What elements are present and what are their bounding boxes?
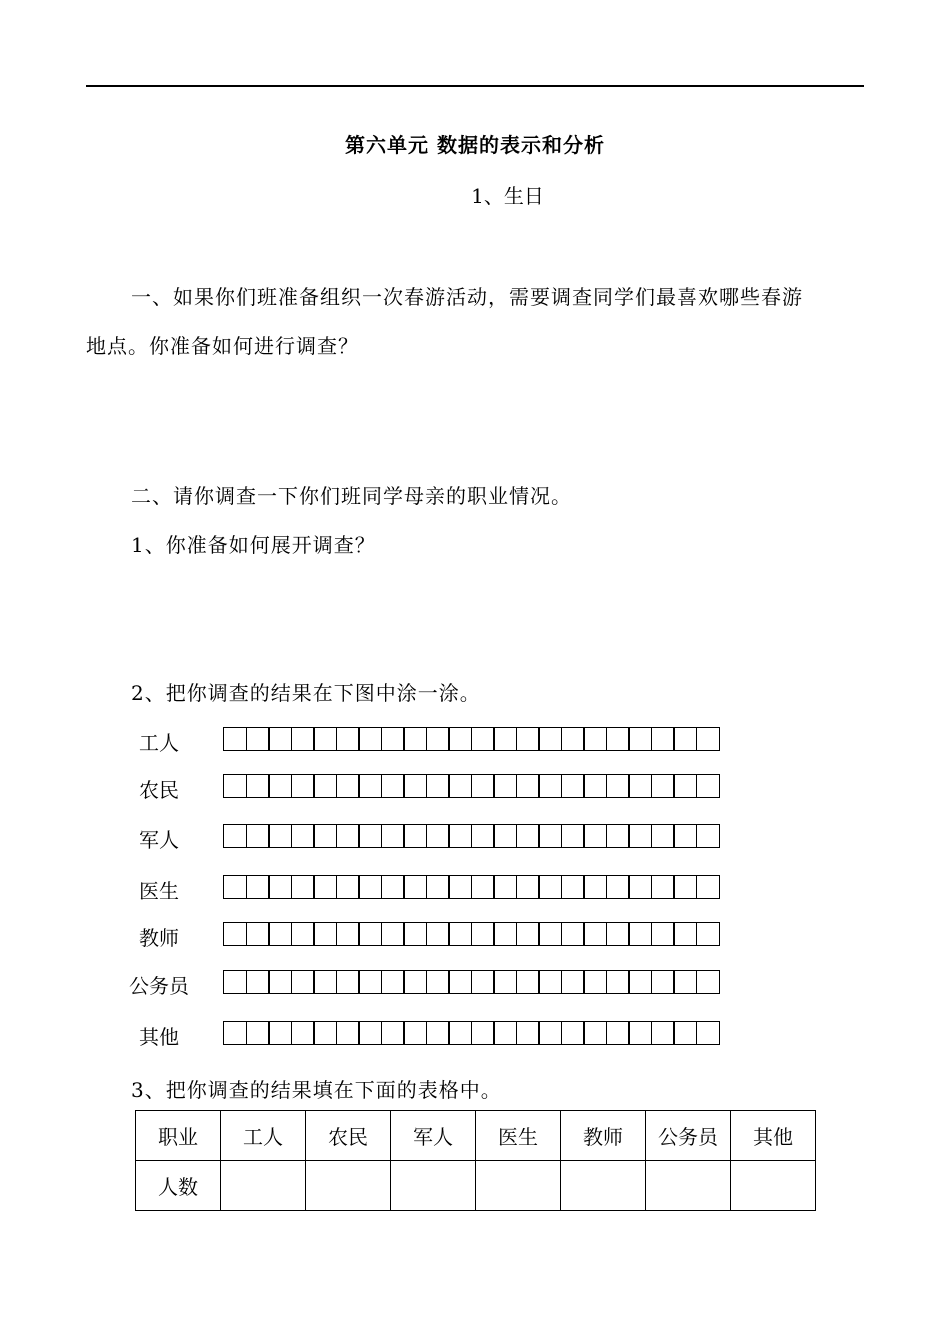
question-2-part-1: 1、你准备如何展开调查？: [131, 533, 376, 557]
question-1-line-2: 地点。你准备如何进行调查？: [86, 334, 359, 358]
grid-cell[interactable]: [268, 875, 292, 899]
grid-cell[interactable]: [223, 727, 247, 751]
top-rule: [86, 85, 864, 87]
grid-cell[interactable]: [358, 774, 382, 798]
grid-cell[interactable]: [516, 1021, 540, 1045]
table-header-cell: 军人: [391, 1111, 476, 1161]
grid-row-label: 农民: [139, 778, 179, 802]
grid-cell[interactable]: [583, 875, 607, 899]
grid-cell[interactable]: [493, 727, 517, 751]
grid-cell[interactable]: [268, 824, 292, 848]
grid-cell[interactable]: [313, 970, 337, 994]
grid-cell[interactable]: [381, 970, 405, 994]
grid-row-label: 军人: [139, 828, 179, 852]
grid-cell[interactable]: [381, 824, 405, 848]
grid-cell[interactable]: [493, 875, 517, 899]
grid-cell[interactable]: [628, 727, 652, 751]
grid-cell[interactable]: [538, 824, 562, 848]
grid-cell[interactable]: [313, 824, 337, 848]
grid-cell[interactable]: [471, 774, 495, 798]
grid-row: [0, 822, 950, 850]
grid-cell[interactable]: [223, 824, 247, 848]
grid-cells: [223, 727, 718, 749]
grid-cell[interactable]: [336, 774, 360, 798]
grid-cell[interactable]: [291, 727, 315, 751]
grid-cell[interactable]: [628, 774, 652, 798]
grid-cell[interactable]: [696, 1021, 720, 1045]
table-count-row: [136, 1161, 816, 1211]
result-table: [135, 1110, 816, 1211]
grid-cell[interactable]: [538, 1021, 562, 1045]
grid-cell[interactable]: [223, 922, 247, 946]
grid-cell[interactable]: [426, 922, 450, 946]
grid-cell[interactable]: [448, 922, 472, 946]
grid-cell[interactable]: [223, 1021, 247, 1045]
grid-cell[interactable]: [606, 774, 630, 798]
grid-cell[interactable]: [313, 922, 337, 946]
grid-cell[interactable]: [358, 875, 382, 899]
table-header-label: 职业: [136, 1111, 221, 1161]
grid-cell[interactable]: [471, 922, 495, 946]
grid-cell[interactable]: [651, 922, 675, 946]
grid-cell[interactable]: [471, 970, 495, 994]
grid-cell[interactable]: [606, 922, 630, 946]
grid-row-label: 公务员: [129, 974, 189, 998]
grid-cell[interactable]: [223, 970, 247, 994]
grid-cell[interactable]: [403, 970, 427, 994]
grid-cell[interactable]: [583, 1021, 607, 1045]
grid-cell[interactable]: [336, 727, 360, 751]
grid-cell[interactable]: [606, 1021, 630, 1045]
table-header-row: [136, 1111, 816, 1161]
grid-cells: [223, 1021, 718, 1043]
grid-cell[interactable]: [426, 824, 450, 848]
grid-cell[interactable]: [471, 824, 495, 848]
grid-cell[interactable]: [696, 970, 720, 994]
question-2-part-3: 3、把你调查的结果填在下面的表格中。: [131, 1078, 502, 1102]
grid-cell[interactable]: [426, 774, 450, 798]
grid-cell[interactable]: [471, 727, 495, 751]
grid-cell[interactable]: [516, 774, 540, 798]
table-header-cell: 公务员: [646, 1111, 731, 1161]
grid-cell[interactable]: [516, 970, 540, 994]
grid-cells: [223, 824, 718, 846]
grid-row: [0, 968, 950, 996]
table-count-cell[interactable]: [561, 1161, 646, 1211]
grid-cell[interactable]: [291, 875, 315, 899]
table-count-cell[interactable]: [476, 1161, 561, 1211]
grid-cell[interactable]: [381, 922, 405, 946]
grid-cell[interactable]: [246, 1021, 270, 1045]
grid-cell[interactable]: [651, 774, 675, 798]
grid-cell[interactable]: [673, 774, 697, 798]
grid-cell[interactable]: [336, 1021, 360, 1045]
grid-cell[interactable]: [696, 774, 720, 798]
grid-cell[interactable]: [313, 875, 337, 899]
grid-row-label: 教师: [139, 926, 179, 950]
grid-cell[interactable]: [583, 727, 607, 751]
grid-cell[interactable]: [561, 970, 585, 994]
grid-cell[interactable]: [583, 774, 607, 798]
table-header-cell: 农民: [306, 1111, 391, 1161]
grid-cells: [223, 875, 718, 897]
grid-cell[interactable]: [426, 1021, 450, 1045]
grid-cell[interactable]: [471, 875, 495, 899]
grid-cell[interactable]: [696, 922, 720, 946]
grid-cell[interactable]: [246, 970, 270, 994]
lesson-title: 1、生日: [471, 184, 544, 208]
grid-cell[interactable]: [651, 727, 675, 751]
grid-cell[interactable]: [403, 727, 427, 751]
grid-row-label: 其他: [139, 1025, 179, 1049]
grid-cell[interactable]: [336, 970, 360, 994]
table-count-cell[interactable]: [221, 1161, 306, 1211]
grid-cell[interactable]: [358, 727, 382, 751]
question-1-line-1: 一、如果你们班准备组织一次春游活动，需要调查同学们最喜欢哪些春游: [131, 285, 803, 309]
grid-cell[interactable]: [606, 824, 630, 848]
table-count-cell[interactable]: [731, 1161, 816, 1211]
grid-cell[interactable]: [538, 774, 562, 798]
grid-cell[interactable]: [628, 922, 652, 946]
grid-cell[interactable]: [268, 970, 292, 994]
table-count-cell[interactable]: [391, 1161, 476, 1211]
unit-title: 第六单元 数据的表示和分析: [345, 133, 605, 157]
grid-cell[interactable]: [403, 774, 427, 798]
grid-cell[interactable]: [291, 1021, 315, 1045]
table-header-cell: 教师: [561, 1111, 646, 1161]
grid-cell[interactable]: [426, 970, 450, 994]
grid-cell[interactable]: [606, 970, 630, 994]
grid-cell[interactable]: [696, 875, 720, 899]
table-header-cell: 其他: [731, 1111, 816, 1161]
grid-cell[interactable]: [336, 875, 360, 899]
grid-cell[interactable]: [538, 970, 562, 994]
grid-cell[interactable]: [358, 1021, 382, 1045]
grid-cell[interactable]: [471, 1021, 495, 1045]
grid-cell[interactable]: [403, 1021, 427, 1045]
grid-cell[interactable]: [291, 774, 315, 798]
grid-cell[interactable]: [561, 922, 585, 946]
table-count-label: 人数: [136, 1161, 221, 1211]
grid-row: [0, 725, 950, 753]
grid-cell[interactable]: [358, 970, 382, 994]
grid-cell[interactable]: [246, 824, 270, 848]
grid-cell[interactable]: [268, 774, 292, 798]
grid-cell[interactable]: [561, 875, 585, 899]
grid-row: [0, 772, 950, 800]
table-count-cell[interactable]: [646, 1161, 731, 1211]
table-header-cell: 医生: [476, 1111, 561, 1161]
grid-cell[interactable]: [448, 1021, 472, 1045]
grid-cell[interactable]: [561, 774, 585, 798]
grid-cell[interactable]: [651, 1021, 675, 1045]
grid-cell[interactable]: [516, 727, 540, 751]
grid-cell[interactable]: [313, 1021, 337, 1045]
grid-cell[interactable]: [583, 970, 607, 994]
grid-cell[interactable]: [403, 922, 427, 946]
grid-cell[interactable]: [448, 727, 472, 751]
grid-cell[interactable]: [268, 922, 292, 946]
grid-cell[interactable]: [516, 922, 540, 946]
grid-cell[interactable]: [651, 875, 675, 899]
grid-cell[interactable]: [606, 727, 630, 751]
grid-cell[interactable]: [223, 774, 247, 798]
grid-cell[interactable]: [246, 875, 270, 899]
grid-cell[interactable]: [381, 774, 405, 798]
grid-cell[interactable]: [381, 727, 405, 751]
grid-cell[interactable]: [336, 922, 360, 946]
grid-cell[interactable]: [493, 1021, 517, 1045]
grid-cell[interactable]: [628, 1021, 652, 1045]
grid-cell[interactable]: [493, 824, 517, 848]
grid-cell[interactable]: [291, 970, 315, 994]
grid-cell[interactable]: [561, 727, 585, 751]
grid-cells: [223, 970, 718, 992]
grid-cell[interactable]: [651, 824, 675, 848]
table-header-cell: 工人: [221, 1111, 306, 1161]
grid-cell[interactable]: [516, 824, 540, 848]
grid-cell[interactable]: [651, 970, 675, 994]
table-count-cell[interactable]: [306, 1161, 391, 1211]
grid-cell[interactable]: [493, 922, 517, 946]
grid-cell[interactable]: [268, 1021, 292, 1045]
grid-cell[interactable]: [628, 970, 652, 994]
grid-cell[interactable]: [313, 774, 337, 798]
grid-cell[interactable]: [313, 727, 337, 751]
grid-cell[interactable]: [268, 727, 292, 751]
grid-cell[interactable]: [403, 824, 427, 848]
grid-cell[interactable]: [673, 1021, 697, 1045]
grid-cell[interactable]: [381, 1021, 405, 1045]
grid-cell[interactable]: [246, 922, 270, 946]
grid-row: [0, 873, 950, 901]
grid-cell[interactable]: [673, 922, 697, 946]
grid-cell[interactable]: [291, 922, 315, 946]
grid-cell[interactable]: [448, 774, 472, 798]
grid-cell[interactable]: [673, 824, 697, 848]
grid-cell[interactable]: [493, 970, 517, 994]
grid-row-label: 医生: [139, 879, 179, 903]
grid-cell[interactable]: [538, 922, 562, 946]
grid-cell[interactable]: [561, 1021, 585, 1045]
grid-cell[interactable]: [448, 970, 472, 994]
grid-row: [0, 920, 950, 948]
grid-cell[interactable]: [246, 727, 270, 751]
grid-cell[interactable]: [628, 875, 652, 899]
grid-cell[interactable]: [673, 727, 697, 751]
grid-cell[interactable]: [358, 922, 382, 946]
grid-cell[interactable]: [696, 824, 720, 848]
grid-cell[interactable]: [358, 824, 382, 848]
grid-row-label: 工人: [139, 731, 179, 755]
grid-cell[interactable]: [246, 774, 270, 798]
grid-row: [0, 1019, 950, 1047]
grid-cell[interactable]: [538, 875, 562, 899]
grid-cell[interactable]: [336, 824, 360, 848]
grid-cell[interactable]: [291, 824, 315, 848]
grid-cell[interactable]: [493, 774, 517, 798]
grid-cell[interactable]: [673, 875, 697, 899]
grid-cell[interactable]: [426, 875, 450, 899]
grid-cell[interactable]: [223, 875, 247, 899]
grid-cell[interactable]: [426, 727, 450, 751]
grid-cell[interactable]: [448, 875, 472, 899]
question-2-intro: 二、请你调查一下你们班同学母亲的职业情况。: [131, 484, 572, 508]
grid-cell[interactable]: [606, 875, 630, 899]
grid-cell[interactable]: [403, 875, 427, 899]
question-2-part-2: 2、把你调查的结果在下图中涂一涂。: [131, 681, 481, 705]
grid-cell[interactable]: [583, 824, 607, 848]
grid-cell[interactable]: [696, 727, 720, 751]
grid-cells: [223, 922, 718, 944]
grid-cell[interactable]: [448, 824, 472, 848]
grid-cell[interactable]: [583, 922, 607, 946]
grid-cell[interactable]: [381, 875, 405, 899]
grid-cell[interactable]: [673, 970, 697, 994]
grid-cell[interactable]: [538, 727, 562, 751]
grid-cell[interactable]: [516, 875, 540, 899]
grid-cell[interactable]: [628, 824, 652, 848]
grid-cell[interactable]: [561, 824, 585, 848]
grid-cells: [223, 774, 718, 796]
